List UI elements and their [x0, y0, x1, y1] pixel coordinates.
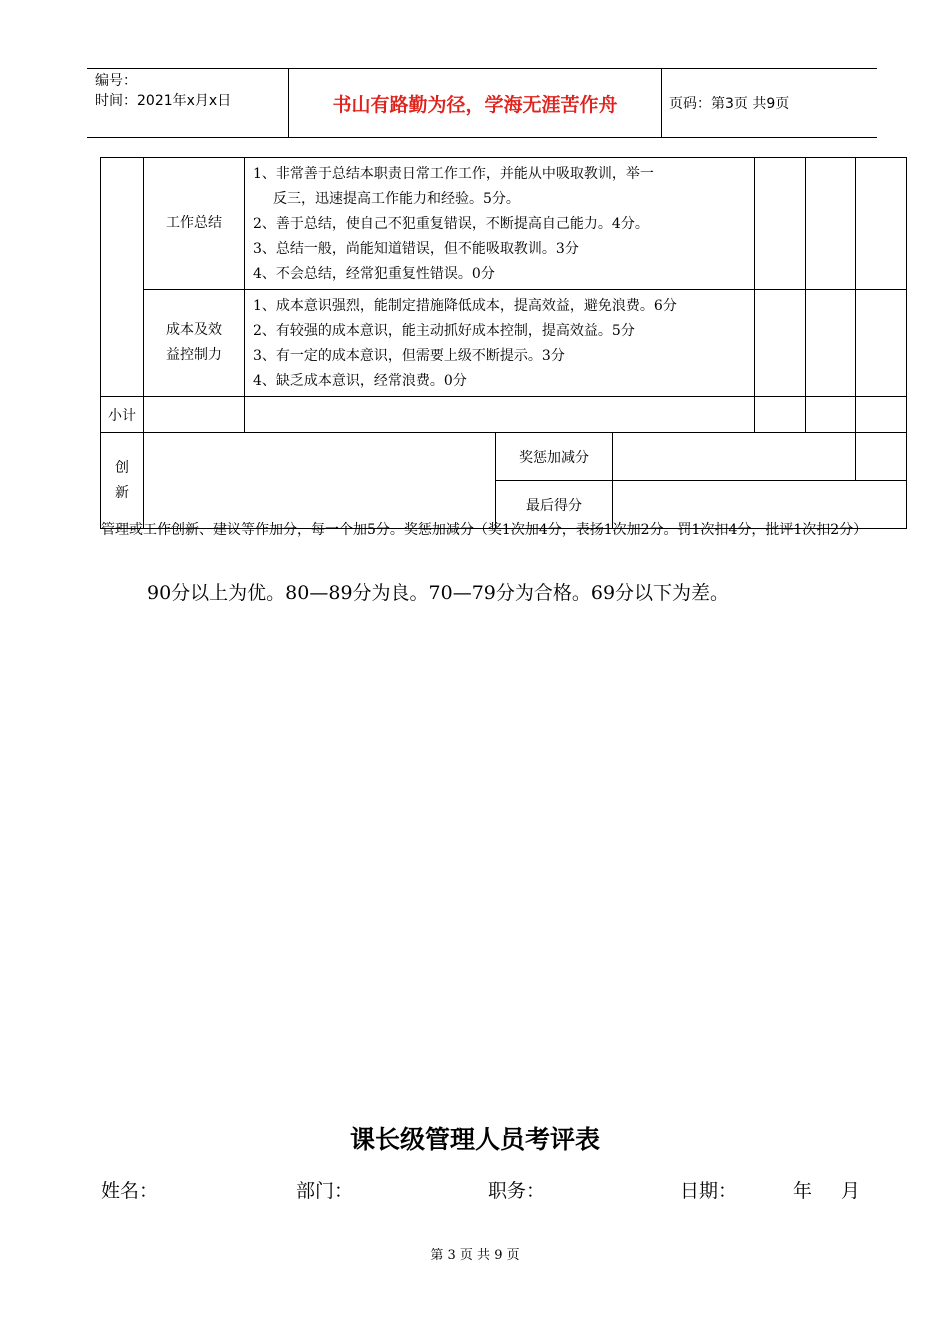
number-label: 编号： — [95, 73, 137, 89]
criteria-line: 1、成本意识强烈，能制定措施降低成本，提高效益，避免浪费。6分 — [253, 298, 677, 314]
form-title: 课长级管理人员考评表 — [349, 1125, 600, 1154]
evaluation-table — [100, 157, 907, 529]
criteria-cell — [245, 158, 755, 290]
score-cell[interactable] — [755, 290, 806, 397]
innovation-cell[interactable] — [144, 433, 496, 529]
criteria-line: 3、总结一般，尚能知道错误，但不能吸取教训。3分 — [253, 241, 579, 257]
score-cell[interactable] — [856, 158, 907, 290]
criteria-line: 2、善于总结，使自己不犯重复错误，不断提高自己能力。4分。 — [253, 216, 649, 232]
criteria-line: 4、缺乏成本意识，经常浪费。0分 — [253, 373, 467, 389]
score-cell[interactable] — [755, 158, 806, 290]
score-cell[interactable] — [806, 290, 856, 397]
criteria-line: 3、有一定的成本意识，但需要上级不断提示。3分 — [253, 348, 565, 364]
innovation-label — [101, 433, 144, 529]
final-score-label: 最后得分 — [496, 481, 613, 529]
page-footer: 第 3 页 共 9 页 — [430, 1248, 520, 1263]
score-cell[interactable] — [856, 290, 907, 397]
dept-field-label: 部门： — [296, 1180, 354, 1202]
group-cell — [101, 158, 144, 397]
position-field-label: 职务： — [488, 1180, 546, 1202]
time-label: 时间：2021年x月x日 — [95, 93, 232, 109]
innovation-label-char: 新 — [115, 484, 129, 501]
scoring-note: 管理或工作创新、建议等作加分，每一个加5分。奖惩加减分（奖1次加4分，表扬1次加2分。罚1次扣4分，批评1次扣2分） — [101, 522, 868, 538]
page-header — [87, 68, 877, 138]
score-cell[interactable] — [856, 433, 907, 481]
score-cell[interactable] — [755, 397, 806, 433]
category-cell: 工作总结 — [144, 158, 245, 290]
name-field-label: 姓名： — [101, 1180, 159, 1202]
category-cell — [144, 290, 245, 397]
criteria-line: 1、非常善于总结本职责日常工作工作，并能从中吸取教训，举一 — [253, 166, 654, 182]
year-label: 年 — [793, 1180, 813, 1202]
criteria-line: 2、有较强的成本意识，能主动抓好成本控制，提高效益。5分 — [253, 323, 635, 339]
table-row — [101, 290, 907, 397]
score-cell[interactable] — [856, 397, 907, 433]
category-line: 成本及效 — [166, 322, 222, 338]
subtotal-label: 小计 — [101, 397, 144, 433]
criteria-line: 4、不会总结，经常犯重复性错误。0分 — [253, 266, 495, 282]
score-cell[interactable] — [806, 397, 856, 433]
reward-label: 奖惩加减分 — [496, 433, 613, 481]
reward-value-cell[interactable] — [613, 433, 856, 481]
category-line: 益控制力 — [166, 347, 222, 363]
table-row — [101, 158, 907, 290]
innovation-label-char: 创 — [115, 459, 129, 476]
criteria-line: 反三，迅速提高工作能力和经验。5分。 — [273, 191, 520, 207]
header-meta — [95, 71, 231, 111]
grade-scale: 90分以上为优。80—89分为良。70—79分为合格。69分以下为差。 — [147, 582, 730, 604]
score-cell[interactable] — [806, 158, 856, 290]
date-field-label: 日期： — [680, 1180, 738, 1202]
header-motto: 书山有路勤为径，学海无涯苦作舟 — [332, 93, 618, 116]
criteria-cell — [245, 290, 755, 397]
subtotal-row — [101, 397, 907, 433]
header-page-number: 页码：第3页 共9页 — [669, 96, 790, 112]
innovation-row — [101, 433, 907, 481]
month-label: 月 — [841, 1180, 861, 1202]
subtotal-cell[interactable] — [144, 397, 245, 433]
subtotal-cell[interactable] — [245, 397, 755, 433]
header-divider — [661, 69, 662, 137]
